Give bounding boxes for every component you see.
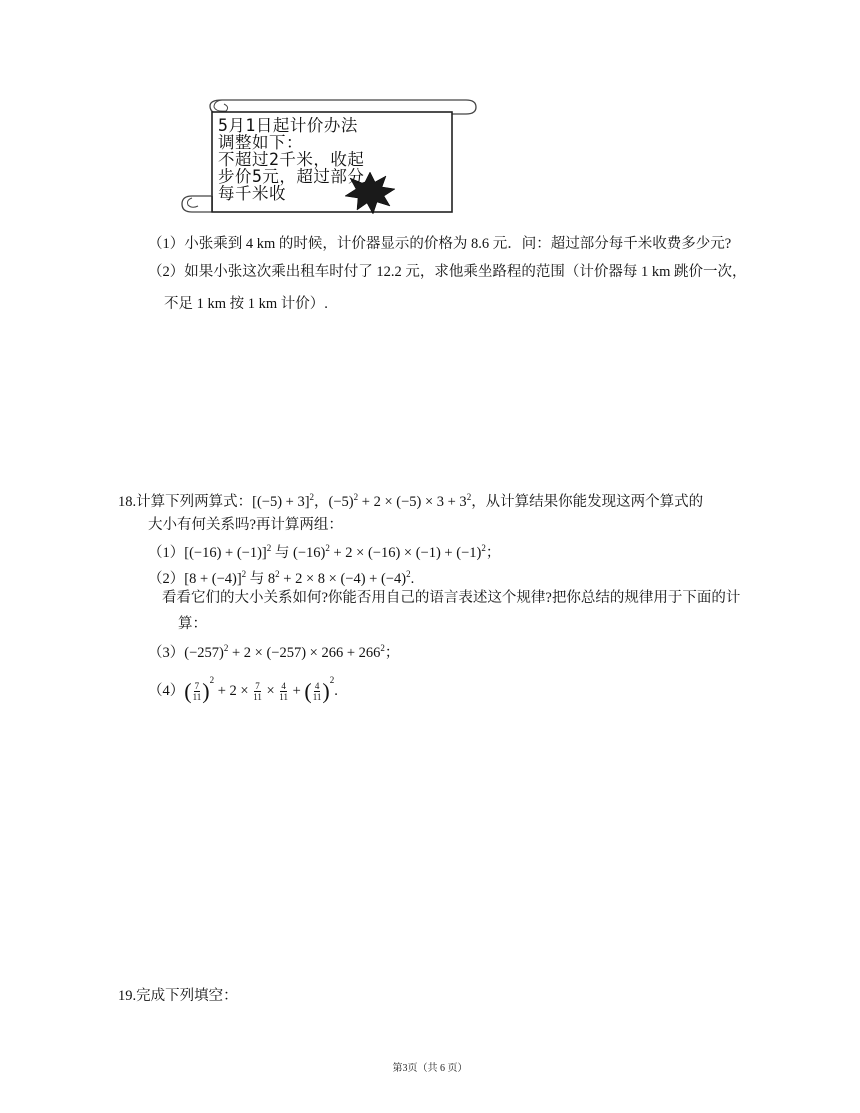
q18-sub2: $(2)[8 + (-4)]^2$ 与 $8^2 + 2 \times 8 \times (-4) + (-4)^2$. (148, 569, 415, 587)
fraction-4-11: $\frac{4}{11}$ (279, 681, 288, 703)
q18-paragraph-line1: 看看它们的大小关系如何?你能否用自己的语言表述这个规律?把你总结的规律用于下面的计 (162, 590, 741, 606)
q18-intro-tail: ，从计算结果你能发现这两个算式的 (471, 494, 704, 510)
notice-line-5: 每千米收 (218, 184, 286, 203)
q18-intro-text: 计算下列两算式： (136, 494, 253, 510)
q18-intro-line2: 大小有何关系吗?再计算两组： (148, 517, 343, 533)
q18-sub3: $(3)(-257)^2 + 2 \times (-257) \times 266 + 266^2$； (148, 643, 400, 661)
q18-expr-a: $[(-5) + 3]^2$ (252, 492, 315, 510)
q17-part2-line1: （2）如果小张这次乘出租车时付了 12.2 元，求他乘坐路程的范围（计价器每 1 km 跳价一次， (148, 264, 747, 280)
q18-number: 18. (118, 494, 137, 510)
fraction-4-11-b: $\frac{4}{11}$ (312, 681, 322, 703)
q18-intro-line1 (118, 486, 703, 513)
notice-line-2: 调整如下： (218, 133, 303, 152)
fare-notice-scroll (170, 92, 480, 217)
page-footer: 第3页（共 6 页） (392, 1063, 468, 1074)
q18-paragraph-line2: 算： (178, 616, 207, 632)
notice-line-4: 步价5元，超过部分 (218, 167, 365, 186)
fraction-7-11: $\frac{7}{11}$ (192, 681, 202, 703)
q17-part1: （1）小张乘到 4 km 的时候，计价器显示的价格为 8.6 元．问：超过部分每千米收费多少元? (148, 236, 732, 252)
fraction-7-11-b: $\frac{7}{11}$ (253, 681, 262, 703)
notice-line-1: 5月1日起计价办法 (218, 116, 358, 135)
q18-expr-b: $(-5)^2 + 2 \times (-5) \times 3 + 3^2$ (328, 492, 472, 510)
q18-sub4: （4）( $\frac{7}{11}$ )$^2$ + 2 × $\frac{7}{11}$ × $\frac{4}{11}$ + ( $\frac{4}{11}$ )$^2$. (148, 675, 338, 704)
q18-separator: ， (314, 494, 329, 510)
q18-sub1: $(1)[(-16) + (-1)]^2$ 与 $(-16)^2 + 2 \times (-16) \times (-1) + (-1)^2$； (148, 543, 501, 561)
notice-line-3: 不超过2千米，收起 (218, 150, 365, 169)
q19-heading: 19.完成下列填空： (118, 988, 238, 1004)
q17-part2-line2: 不足 1 km 按 1 km 计价）. (164, 296, 328, 312)
